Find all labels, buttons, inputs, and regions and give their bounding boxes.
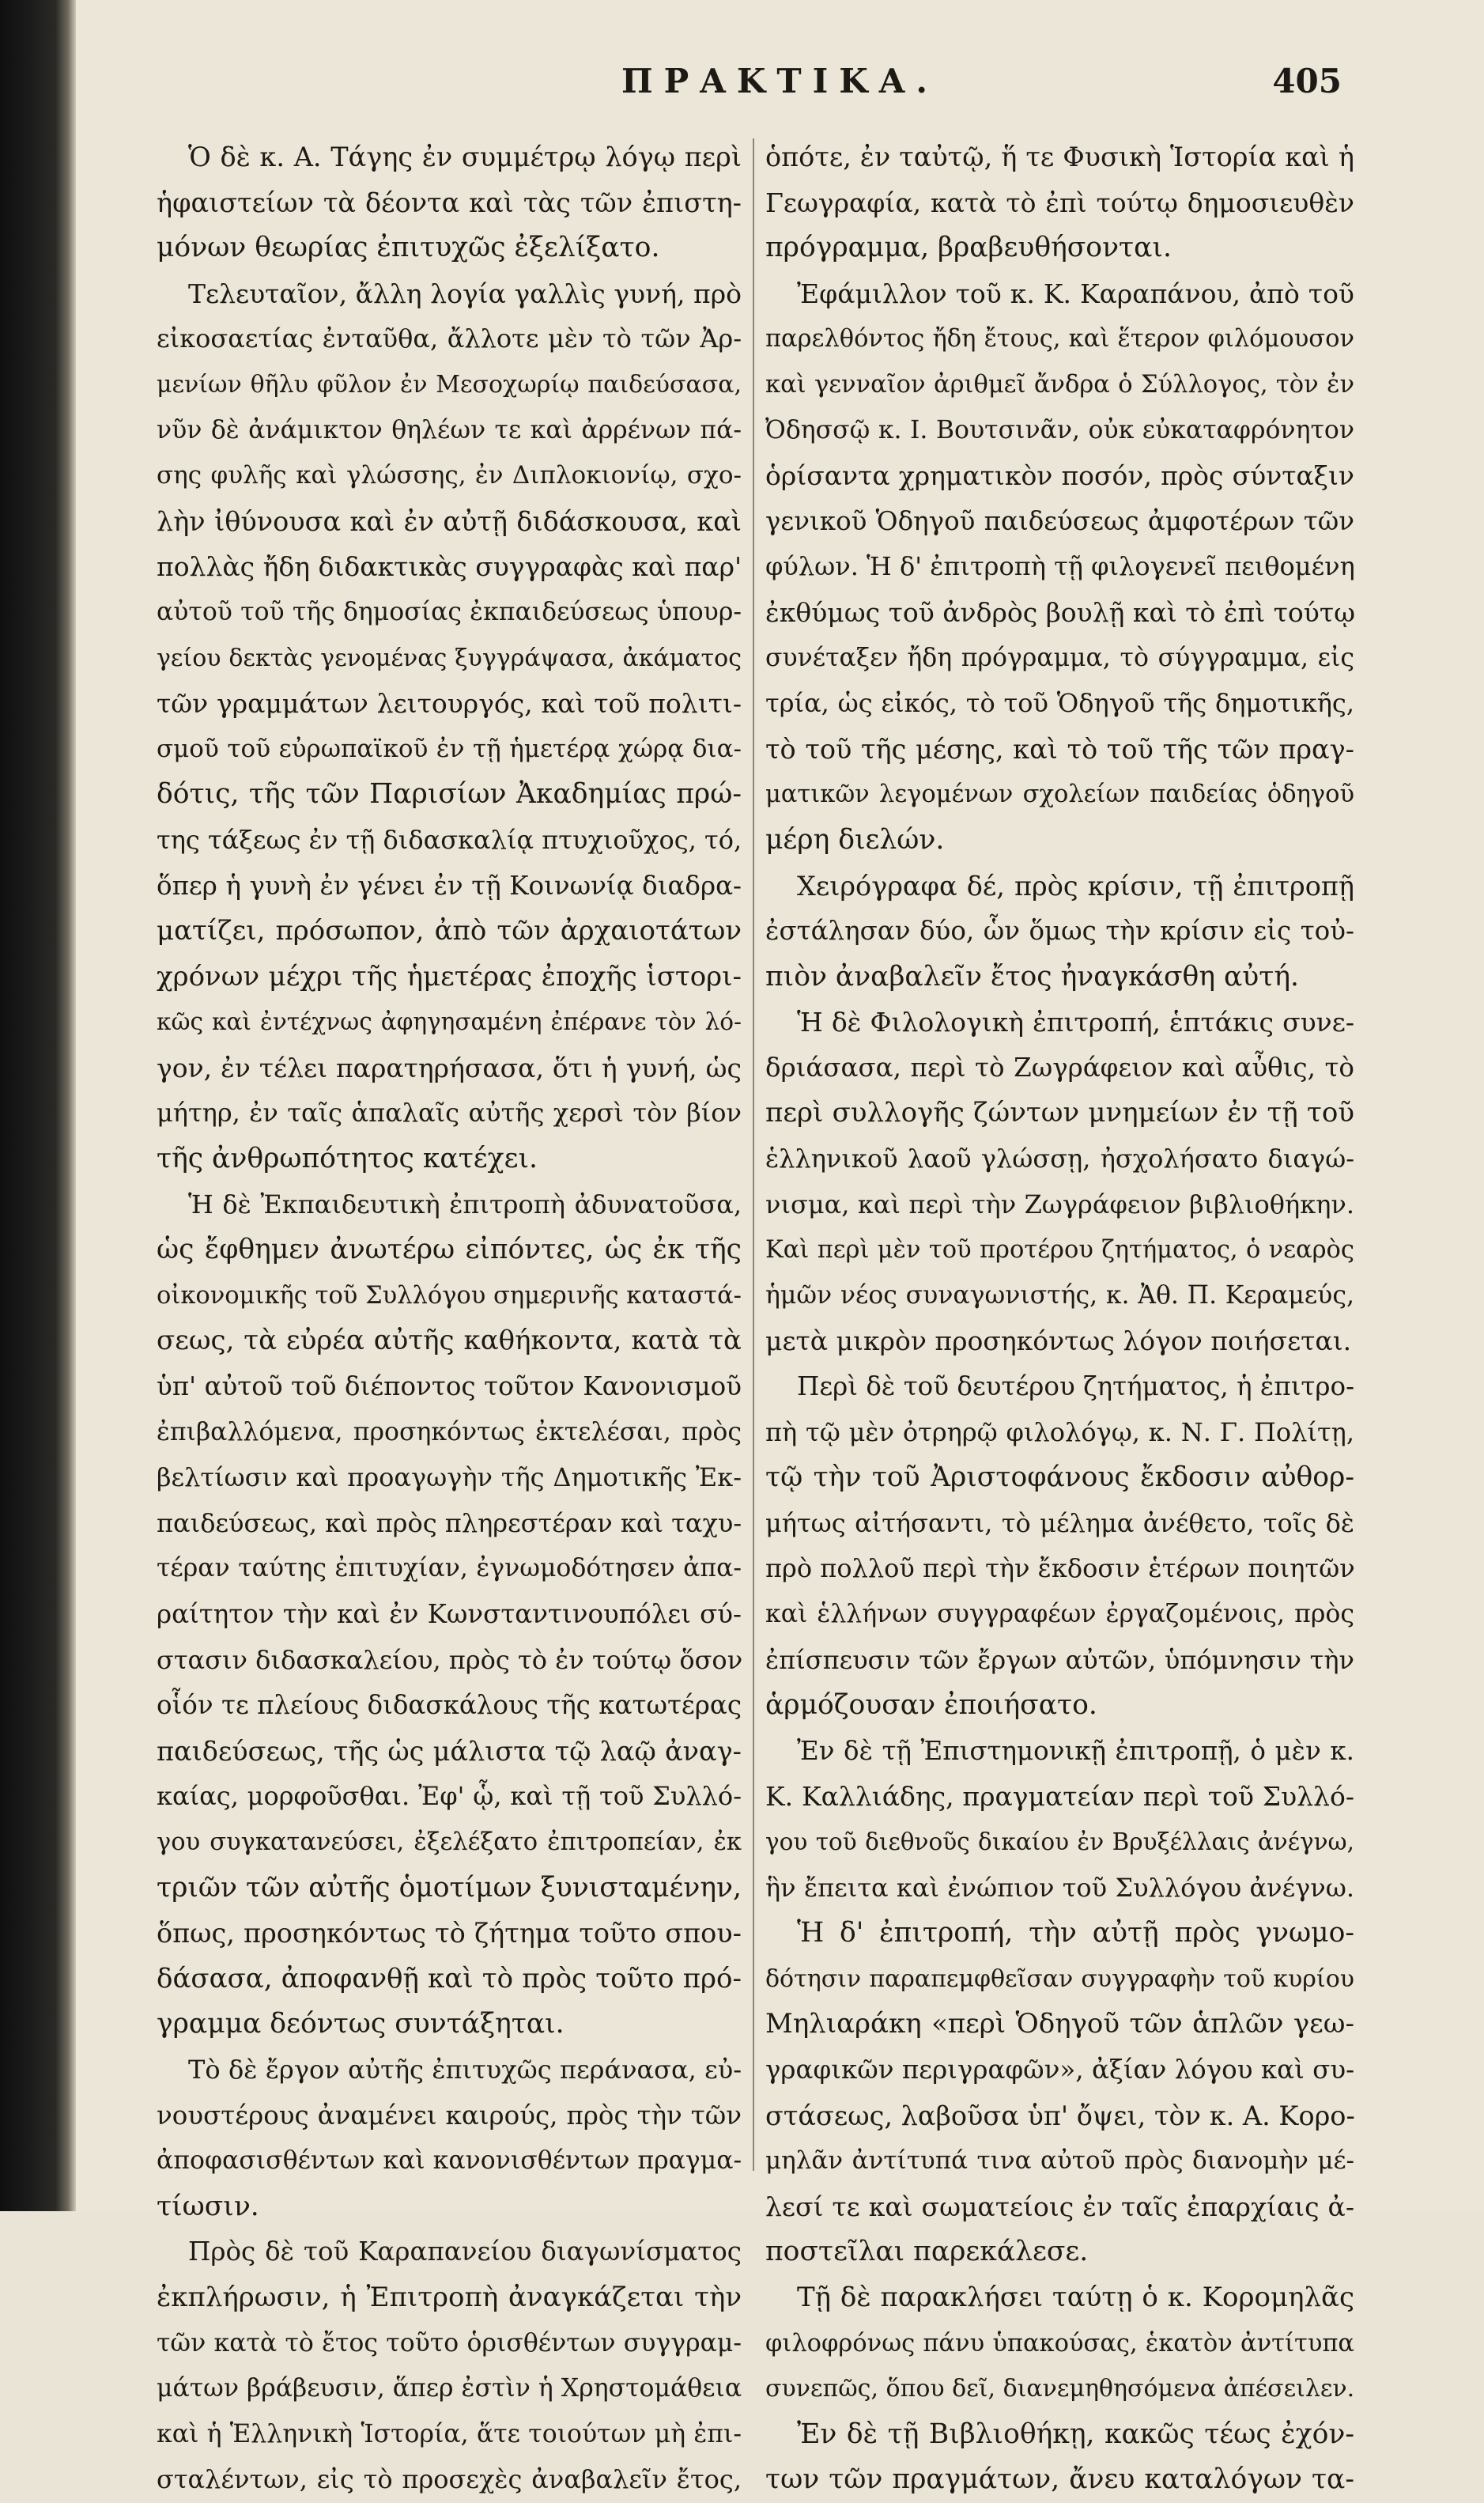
text-line: Ἡ δὲ Ἐκπαιδευτικὴ ἐπιτροπὴ ἀδυνατοῦσα, — [188, 1189, 742, 1219]
text-line: νῦν δὲ ἀνάμικτον θηλέων τε καὶ ἀρρένων πά- — [157, 415, 742, 444]
text-line: ἡμῶν νέος συναγωνιστής, κ. Ἀθ. Π. Κεραμεύς, — [765, 1280, 1354, 1310]
right-column — [765, 134, 1354, 2503]
text-line: ὅπως, προσηκόντως τὸ ζήτημα τοῦτο σπου- — [157, 1918, 742, 1949]
text-line: αὐτοῦ τοῦ τῆς δημοσίας ἐκπαιδεύσεως ὑπουρ- — [157, 597, 742, 626]
text-line: τίωσιν. — [157, 2190, 259, 2222]
text-line: τῶν κατὰ τὸ ἔτος τοῦτο ὁρισθέντων συγγραμ- — [157, 2328, 742, 2357]
text-line: ἐστάλησαν δύο, ὧν ὅμως τὴν κρίσιν εἰς τοὐ- — [765, 916, 1354, 947]
text-line: τῆς ἀνθρωπότητος κατέχει. — [157, 1143, 538, 1175]
page-header — [76, 62, 1484, 117]
text-line: πολλὰς ἤδη διδακτικὰς συγγραφὰς καὶ παρ' — [157, 551, 742, 583]
text-line: γενικοῦ Ὁδηγοῦ παιδεύσεως ἀμφοτέρων τῶν — [765, 505, 1354, 536]
text-line: δότις, τῆς τῶν Παρισίων Ἀκαδημίας πρώ- — [157, 778, 742, 811]
text-line: Χειρόγραφα δέ, πρὸς κρίσιν, τῇ ἐπιτροπῇ — [797, 870, 1354, 902]
book-binding-shadow — [0, 0, 76, 2211]
text-line: γραφικῶν περιγραφῶν», ἀξίαν λόγου καὶ συ- — [765, 2054, 1355, 2085]
text-line: καὶ γενναῖον ἀριθμεῖ ἄνδρα ὁ Σύλλογος, τὸν ἐν — [765, 370, 1354, 399]
text-line: πρὸ πολλοῦ περὶ τὴν ἔκδοσιν ἑτέρων ποιητῶν — [765, 1553, 1355, 1584]
text-line: γον, ἐν τέλει παρατηρήσασα, ὅτι ἡ γυνή, ὡς — [157, 1052, 742, 1083]
text-line: πιὸν ἀναβαλεῖν ἔτος ἠναγκάσθη αὐτή. — [765, 960, 1299, 993]
text-line: οἷόν τε πλείους διδασκάλους τῆς κατωτέρας — [157, 1690, 742, 1721]
text-line: τρία, ὡς εἰκός, τὸ τοῦ Ὁδηγοῦ τῆς δημοτικῆς, — [765, 688, 1354, 719]
text-line: πὴ τῷ μὲν ὀτρηρῷ φιλολόγῳ, κ. Ν. Γ. Πολίτῃ, — [765, 1416, 1354, 1447]
text-line: Περὶ δὲ τοῦ δευτέρου ζητήματος, ἡ ἐπιτρο- — [797, 1371, 1355, 1402]
text-line: Ἡ δ' ἐπιτροπή, τὴν αὐτῇ πρὸς γνωμο- — [797, 1917, 1354, 1949]
text-line: ἣν ἔπειτα καὶ ἐνώπιον τοῦ Συλλόγου ἀνέγνω. — [765, 1872, 1354, 1903]
text-line: ἀποφασισθέντων καὶ κανονισθέντων πραγμα- — [157, 2146, 742, 2176]
text-line: Τελευταῖον, ἄλλη λογία γαλλὶς γυνή, πρὸ — [188, 278, 742, 309]
text-line: Ἡ δὲ Φιλολογικὴ ἐπιτροπή, ἑπτάκις συνε- — [797, 1007, 1354, 1038]
text-line: της τάξεως ἐν τῇ διδασκαλίᾳ πτυχιοῦχος, τό, — [157, 824, 742, 855]
text-line: ὡς ἔφθημεν ἀνωτέρω εἰπόντες, ὡς ἐκ τῆς — [157, 1234, 742, 1266]
text-line: Ἐν δὲ τῇ Ἐπιστημονικῇ ἐπιτροπῇ, ὁ μὲν κ. — [797, 1735, 1354, 1766]
text-line: ἐπιβαλλόμενα, προσηκόντως ἐκτελέσαι, πρὸς — [157, 1417, 742, 1446]
text-line: μηλᾶν ἀντίτυπά τινα αὐτοῦ πρὸς διανομὴν μέ- — [765, 2146, 1354, 2176]
text-line: τῶν γραμμάτων λειτουργός, καὶ τοῦ πολιτι- — [157, 688, 742, 720]
text-line: πρόγραμμα, βραβευθήσονται. — [765, 232, 1172, 264]
text-line: σεως, τὰ εὐρέα αὐτῆς καθήκοντα, κατὰ τὰ — [157, 1325, 742, 1357]
text-line: ὅπερ ἡ γυνὴ ἐν γένει ἐν τῇ Κοινωνίᾳ διαδρα- — [157, 870, 742, 901]
text-line: Μηλιαράκη «περὶ Ὁδηγοῦ τῶν ἁπλῶν γεω- — [765, 2008, 1354, 2040]
text-line: ραίτητον τὴν καὶ ἐν Κωνσταντινουπόλει σύ- — [157, 1599, 742, 1629]
text-line: Πρὸς δὲ τοῦ Καραπανείου διαγωνίσματος — [188, 2236, 742, 2267]
text-line: τῷ τὴν τοῦ Ἀριστοφάνους ἔκδοσιν αὐθορ- — [765, 1461, 1354, 1494]
text-line: καίας, μορφοῦσθαι. Ἐφ' ᾧ, καὶ τῇ τοῦ Συλλό- — [157, 1781, 742, 1812]
text-line: Τὸ δὲ ἔργον αὐτῆς ἐπιτυχῶς περάνασα, εὐ- — [188, 2054, 742, 2085]
text-line: ὑπ' αὐτοῦ τοῦ διέποντος τοῦτον Κανονισμοῦ — [157, 1371, 742, 1402]
text-line: σταλέντων, εἰς τὸ προσεχὲς ἀναβαλεῖν ἔτος, — [157, 2464, 742, 2495]
text-line: σης φυλῆς καὶ γλώσσης, ἐν Διπλοκιονίῳ, σχο- — [157, 461, 742, 490]
text-line: συνέταξεν ἤδη πρόγραμμα, τὸ σύγγραμμα, εἰς — [765, 643, 1354, 672]
text-line: λεσί τε καὶ σωματείοις ἐν ταῖς ἐπαρχίαις ἀ- — [765, 2191, 1354, 2222]
text-line: γείου δεκτὰς γενομένας ξυγγράψασα, ἀκάματος — [157, 644, 742, 672]
text-line: των τῶν πραγμάτων, ἄνευ καταλόγων τα- — [765, 2463, 1354, 2496]
text-line: Ἐφάμιλλον τοῦ κ. Κ. Καραπάνου, ἀπὸ τοῦ — [797, 278, 1354, 309]
text-line: Κ. Καλλιάδης, πραγματείαν περὶ τοῦ Συλλό- — [765, 1781, 1354, 1813]
text-line: Καὶ περὶ μὲν τοῦ προτέρου ζητήματος, ὁ νεαρὸς — [765, 1236, 1354, 1265]
text-line: ἑλληνικοῦ λαοῦ γλώσσῃ, ἠσχολήσατο διαγώ- — [765, 1144, 1354, 1174]
running-title: ΠΡΑΚΤΙΚΑ. — [621, 62, 938, 100]
text-line: ὁρίσαντα χρηματικὸν ποσόν, πρὸς σύνταξιν — [765, 460, 1354, 492]
text-line: Ἐν δὲ τῇ Βιβλιοθήκῃ, κακῶς τέως ἐχόν- — [797, 2418, 1354, 2450]
page-number: 405 — [1272, 62, 1342, 100]
text-line: ἐκθύμως τοῦ ἀνδρὸς βουλῇ καὶ τὸ ἐπὶ τούτῳ — [765, 596, 1356, 628]
text-line: καὶ ἑλλήνων συγγραφέων ἐργαζομένοις, πρὸς — [765, 1600, 1354, 1628]
text-line: μήτηρ, ἐν ταῖς ἁπαλαῖς αὐτῆς χερσὶ τὸν βίον — [157, 1098, 742, 1129]
text-line: δάσασα, ἀποφανθῇ καὶ τὸ πρὸς τοῦτο πρό- — [157, 1962, 742, 1994]
text-line: γραμμα δεόντως συντάξηται. — [157, 2008, 565, 2040]
text-line: Τῇ δὲ παρακλήσει ταύτῃ ὁ κ. Κορομηλᾶς — [797, 2281, 1354, 2313]
left-column — [157, 134, 742, 2503]
text-line: γου τοῦ διεθνοῦς δικαίου ἐν Βρυξέλλαις ἀνέγνω, — [765, 1828, 1354, 1855]
text-line: φιλοφρόνως πάνυ ὑπακούσας, ἑκατὸν ἀντίτυπα — [765, 2329, 1354, 2357]
text-line: περὶ συλλογῆς ζώντων μνημείων ἐν τῇ τοῦ — [765, 1097, 1354, 1129]
text-line: βελτίωσιν καὶ προαγωγὴν τῆς Δημοτικῆς Ἐκ- — [157, 1462, 742, 1493]
text-line: χρόνων μέχρι τῆς ἡμετέρας ἐποχῆς ἱστορι- — [157, 960, 742, 993]
text-line: παιδεύσεως, τῆς ὡς μάλιστα τῷ λαῷ ἀναγ- — [157, 1735, 742, 1767]
text-line: ἐκπλήρωσιν, ἡ Ἐπιτροπὴ ἀναγκάζεται τὴν — [157, 2281, 742, 2313]
text-line: τὸ τοῦ τῆς μέσης, καὶ τὸ τοῦ τῆς τῶν πραγ- — [765, 733, 1354, 765]
text-line: ματικῶν λεγομένων σχολείων παιδείας ὁδηγοῦ — [765, 781, 1354, 809]
text-line: στάσεως, λαβοῦσα ὑπ' ὄψει, τὸν κ. Α. Κορο- — [765, 2100, 1355, 2131]
text-line: κῶς καὶ ἐντέχνως ἀφηγησαμένη ἐπέρανε τὸν λό- — [157, 1008, 742, 1036]
text-line: νουστέρους ἀναμένει καιρούς, πρὸς τὴν τῶν — [157, 2100, 742, 2131]
text-line: φύλων. Ἡ δ' ἐπιτροπὴ τῇ φιλογενεῖ πειθομένη — [765, 551, 1355, 582]
text-line: ποστεῖλαι παρεκάλεσε. — [765, 2236, 1089, 2268]
text-line: τριῶν τῶν αὐτῆς ὁμοτίμων ξυνισταμένην, — [157, 1871, 742, 1904]
text-line: ἁρμόζουσαν ἐποιήσατο. — [765, 1689, 1097, 1722]
text-line: σμοῦ τοῦ εὐρωπαϊκοῦ ἐν τῇ ἡμετέρᾳ χώρᾳ δια- — [157, 734, 742, 763]
text-line: Ὀδησσῷ κ. Ι. Βουτσινᾶν, οὐκ εὐκαταφρόνητον — [765, 415, 1354, 444]
text-line: στασιν διδασκαλείου, πρὸς τὸ ἐν τούτῳ ὅσον — [157, 1644, 743, 1675]
text-line: μόνων θεωρίας ἐπιτυχῶς ἐξελίξατο. — [157, 232, 660, 264]
text-line: Γεωγραφία, κατὰ τὸ ἐπὶ τούτῳ δημοσιευθὲν — [765, 187, 1354, 218]
text-line: τέραν ταύτης ἐπιτυχίαν, ἐγνωμοδότησεν ἀπα- — [157, 1554, 742, 1583]
column-divider — [753, 138, 754, 2171]
text-line: ἡφαιστείων τὰ δέοντα καὶ τὰς τῶν ἐπιστη- — [157, 187, 742, 218]
text-line: μήτως αἰτήσαντι, τὸ μέλημα ἀνέθετο, τοῖς δὲ — [765, 1507, 1354, 1538]
text-line: μενίων θῆλυ φῦλον ἐν Μεσοχωρίῳ παιδεύσασα, — [157, 370, 742, 399]
text-line: συνεπῶς, ὅπου δεῖ, διανεμηθησόμενα ἀπέσειλεν. — [765, 2375, 1355, 2403]
text-line: ἐπίσπευσιν τῶν ἔργων αὐτῶν, ὑπόμνησιν τὴν — [765, 1644, 1354, 1675]
text-line: ματίζει, πρόσωπον, ἀπὸ τῶν ἀρχαιοτάτων — [157, 915, 742, 947]
text-line: οἰκονομικῆς τοῦ Συλλόγου σημερινῆς καταστά- — [157, 1281, 742, 1310]
text-line: γου συγκατανεύσει, ἐξελέξατο ἐπιτροπείαν, ἐκ — [157, 1828, 742, 1856]
text-line: μάτων βράβευσιν, ἅπερ ἐστὶν ἡ Χρηστομάθεια — [157, 2374, 742, 2403]
text-line: ὁπότε, ἐν ταὐτῷ, ἥ τε Φυσικὴ Ἱστορία καὶ ἡ — [765, 142, 1354, 172]
text-line: καὶ ἡ Ἑλληνικὴ Ἱστορία, ἅτε τοιούτων μὴ ἐπι- — [157, 2419, 742, 2448]
text-line: δριάσασα, περὶ τὸ Ζωγράφειον καὶ αὖθις, τὸ — [765, 1052, 1354, 1083]
text-line: μέρη διελών. — [765, 823, 945, 856]
text-line: παιδεύσεως, καὶ πρὸς πληρεστέραν καὶ ταχυ- — [157, 1507, 742, 1538]
text-line: μετὰ μικρὸν προσηκόντως λόγον ποιήσεται. — [765, 1325, 1352, 1357]
text-line: Ὁ δὲ κ. Α. Τάγης ἐν συμμέτρῳ λόγῳ περὶ — [188, 142, 742, 172]
text-line: λὴν ἰθύνουσα καὶ ἐν αὐτῇ διδάσκουσα, καὶ — [157, 505, 742, 537]
text-line: νισμα, καὶ περὶ τὴν Ζωγράφειον βιβλιοθήκην. — [765, 1189, 1354, 1219]
text-line: παρελθόντος ἤδη ἔτους, καὶ ἕτερον φιλόμουσον — [765, 325, 1354, 354]
text-line: δότησιν παραπεμφθεῖσαν συγγραφὴν τοῦ κυρίου — [765, 1964, 1354, 1993]
text-line: εἰκοσαετίας ἐνταῦθα, ἄλλοτε μὲν τὸ τῶν Ἀρ- — [157, 323, 742, 354]
